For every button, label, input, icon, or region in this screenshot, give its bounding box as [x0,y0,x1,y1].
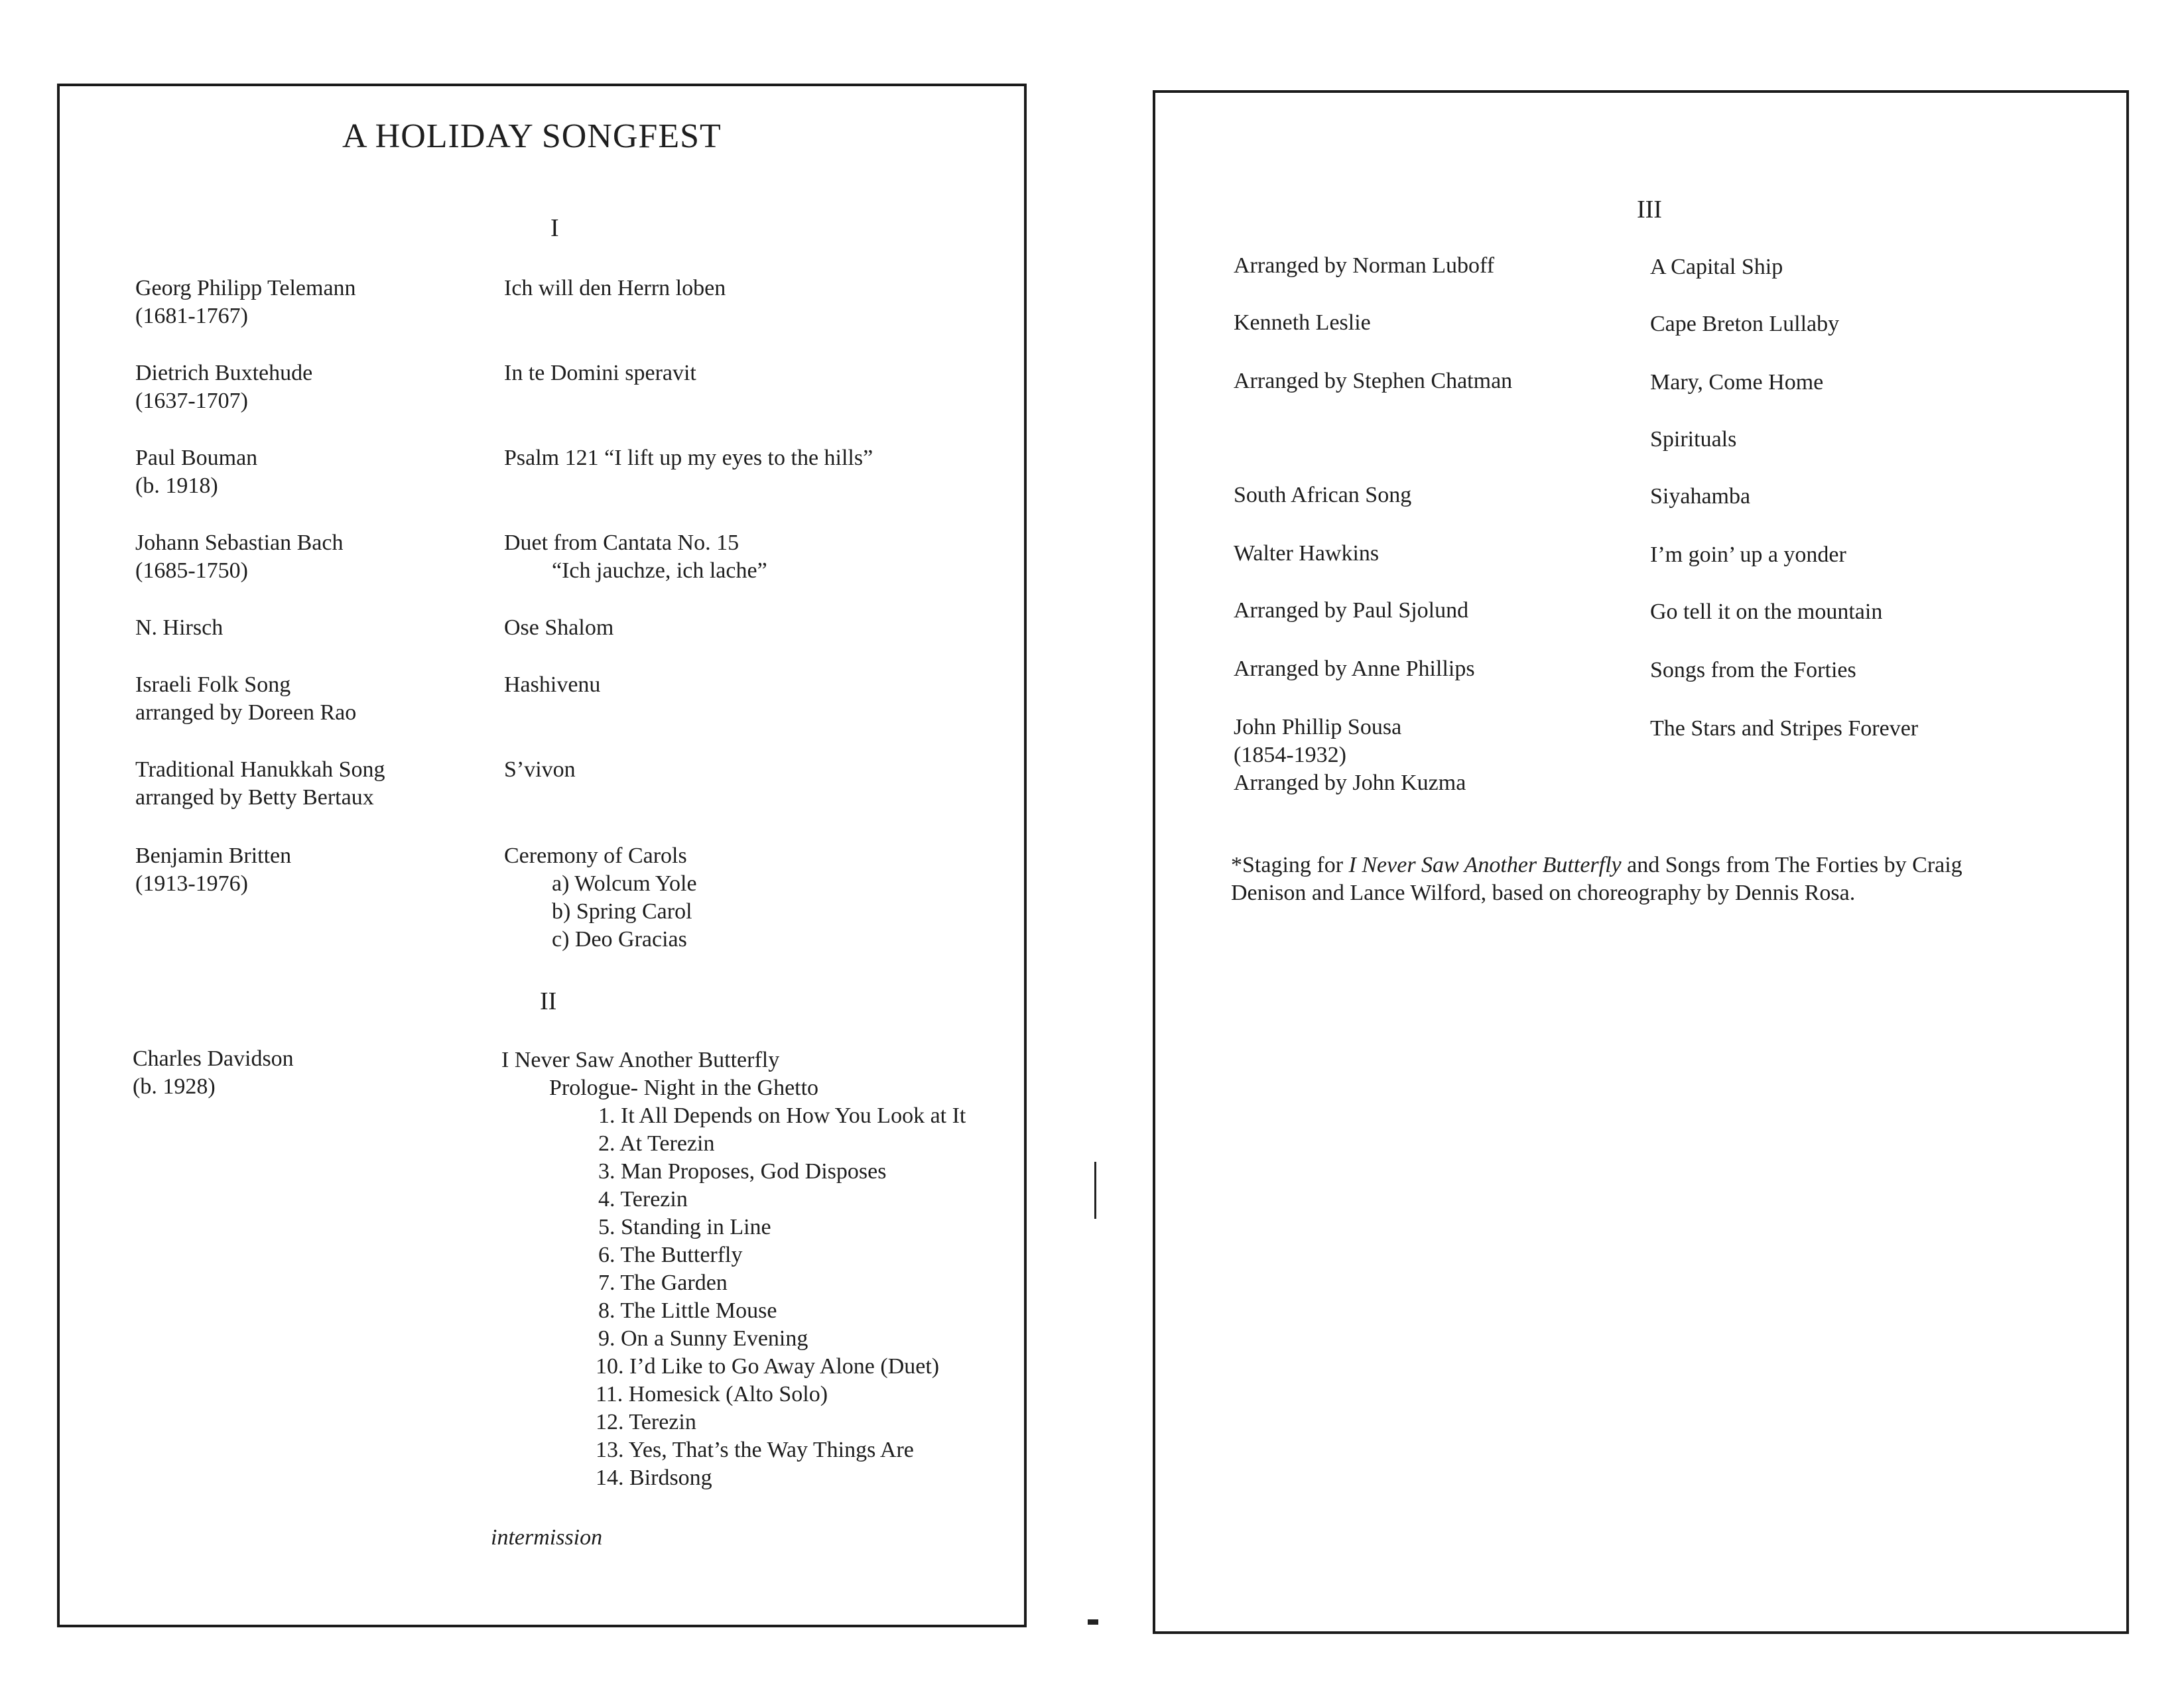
movement-item: 14. Birdsong [596,1466,712,1490]
composer-line: (1854-1932) [1234,743,1346,767]
work-block [504,842,697,954]
composer-block [1234,714,1466,797]
composer-block [1234,655,1475,683]
composer-line: Paul Bouman [135,446,258,470]
composer-line: Benjamin Britten [135,844,292,868]
composer-line: (1637-1707) [135,389,248,413]
composer-line: Arranged by Anne Phillips [1234,657,1475,681]
work-title: S’vivon [504,757,576,782]
work-title: I Never Saw Another Butterfly [501,1048,780,1072]
movement-item: 1. It All Depends on How You Look at It [598,1103,966,1128]
work-block [1650,657,1856,684]
composer-line: Walter Hawkins [1234,541,1380,566]
work-block [1650,483,1750,511]
composer-line: Arranged by John Kuzma [1234,771,1466,795]
composer-block [1234,367,1512,395]
composer-line: Traditional Hanukkah Song [135,757,385,782]
work-title: Mary, Come Home [1650,370,1824,395]
composer-block [135,842,291,898]
work-title: Duet from Cantata No. 15 [504,531,739,555]
movement-item: 3. Man Proposes, God Disposes [598,1159,887,1184]
composer-block [135,529,344,585]
composer-block [1234,540,1379,568]
work-block [1650,598,1882,626]
work-title: Spirituals [1650,427,1737,452]
work-block [504,614,613,642]
section-heading-2: II [540,987,557,1015]
work-title: The Stars and Stripes Forever [1650,716,1919,741]
movement-item: 5. Standing in Line [598,1215,771,1239]
work-block [1650,715,1918,743]
footnote-line-2: Denison and Lance Wilford, based on choreography by Dennis Rosa. [1231,881,1856,905]
work-title: Ceremony of Carols [504,844,687,868]
footnote-rest: and Songs from The Forties by Craig [1621,853,1962,877]
footnote-line-1 [1231,851,1962,879]
work-block [1650,310,1839,338]
composer-line: Johann Sebastian Bach [135,531,344,555]
section-heading-3: III [1637,196,1662,223]
work-butterfly [501,1046,966,1492]
work-title: Siyahamba [1650,484,1751,509]
composer-line: Dietrich Buxtehude [135,361,313,385]
composer-line: arranged by Betty Bertaux [135,785,374,810]
composer-block [1234,252,1494,280]
work-prologue: Prologue- Night in the Ghetto [549,1076,819,1100]
movement-item: 7. The Garden [598,1271,728,1295]
composer-block [135,756,385,812]
work-title: Ose Shalom [504,615,614,640]
movement-item: 11. Homesick (Alto Solo) [596,1382,828,1407]
footnote-prefix: *Staging for [1231,853,1349,877]
work-subtitle: c) Deo Gracias [552,927,687,952]
composer-line: Israeli Folk Song [135,672,291,697]
work-block [1650,253,1783,281]
work-title: In te Domini speravit [504,361,696,385]
movement-item: 13. Yes, That’s the Way Things Are [596,1438,914,1462]
movement-item: 9. On a Sunny Evening [598,1326,808,1351]
work-subtitle: a) Wolcum Yole [552,871,697,896]
composer-line: South African Song [1234,483,1412,507]
gutter-mark [1088,1619,1098,1625]
staging-footnote [1231,851,1962,907]
composer-block [135,275,356,330]
composer-davidson [133,1045,294,1101]
composer-line: Arranged by Stephen Chatman [1234,369,1513,393]
work-block [1650,426,1736,454]
movement-item: 12. Terezin [596,1410,696,1434]
composer-line: (b. 1918) [135,473,218,498]
composer-line: Arranged by Paul Sjolund [1234,598,1469,623]
composer-line: N. Hirsch [135,615,224,640]
movement-list [501,1102,966,1492]
composer-block [1234,309,1371,337]
section-heading-1: I [550,214,559,242]
work-title: Go tell it on the mountain [1650,599,1883,624]
work-title: I’m goin’ up a yonder [1650,542,1846,567]
composer-line: arranged by Doreen Rao [135,700,357,725]
composer-block [1234,481,1411,509]
composer-line: (1913-1976) [135,871,248,896]
intermission-label: intermission [491,1525,603,1550]
composer-block [135,671,356,727]
work-title: Cape Breton Lullaby [1650,312,1840,336]
composer-line: (1685-1750) [135,558,248,583]
movement-item: 10. I’d Like to Go Away Alone (Duet) [596,1354,940,1379]
work-title: A Capital Ship [1650,255,1783,279]
work-block [1650,369,1823,397]
movement-item: 6. The Butterfly [598,1243,743,1267]
work-block [504,671,600,699]
work-title: Songs from the Forties [1650,658,1856,682]
composer-block [135,359,312,415]
work-subtitle: “Ich jauchze, ich lache” [552,558,767,583]
composer-line: Kenneth Leslie [1234,310,1371,335]
work-block [504,359,696,387]
movement-item: 8. The Little Mouse [598,1298,777,1323]
composer-line: Arranged by Norman Luboff [1234,253,1495,278]
composer-line: John Phillip Sousa [1234,715,1402,739]
composer-block [135,444,257,500]
work-block [504,756,576,784]
work-title: Ich will den Herrn loben [504,276,726,300]
composer-line: Charles Davidson [133,1046,294,1071]
movement-item: 4. Terezin [598,1187,688,1212]
composer-line: (1681-1767) [135,304,248,328]
work-block [1650,541,1846,569]
movement-item: 2. At Terezin [598,1131,715,1156]
work-title: Psalm 121 “I lift up my eyes to the hills” [504,446,873,470]
work-subtitle: b) Spring Carol [552,899,692,924]
work-title: Hashivenu [504,672,601,697]
work-block [504,275,726,302]
work-block [504,529,767,585]
footnote-italic-title: I Never Saw Another Butterfly [1348,853,1622,877]
composer-line: (b. 1928) [133,1074,216,1099]
composer-block [135,614,223,642]
gutter-mark [1094,1162,1096,1219]
program-title: A HOLIDAY SONGFEST [342,117,722,155]
work-block [504,444,873,472]
composer-block [1234,597,1468,625]
composer-line: Georg Philipp Telemann [135,276,356,300]
